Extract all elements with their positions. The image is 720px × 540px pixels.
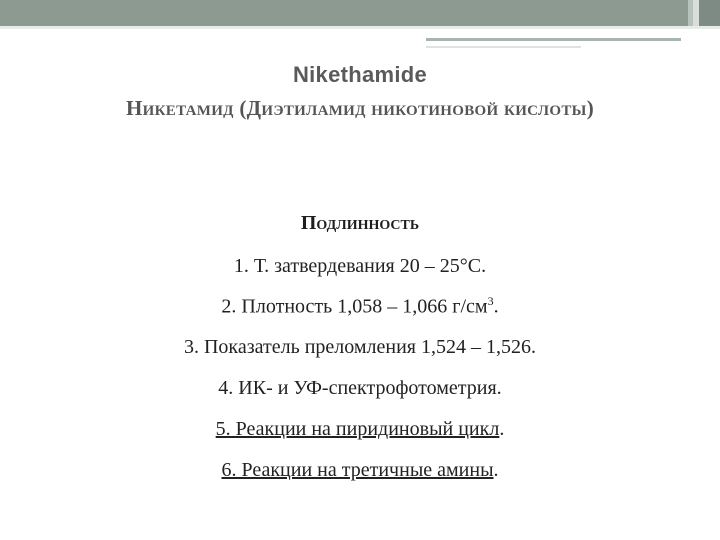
top-bar-accent xyxy=(699,0,720,26)
list-item-suffix: . xyxy=(493,295,499,318)
pyridine-reactions-link[interactable]: 5. Реакции на пиридиновый цикл xyxy=(215,418,500,440)
top-rule xyxy=(0,26,720,29)
list-item-text: 2. Плотность 1,058 – 1,066 г/см xyxy=(221,295,488,318)
list-item-suffix: . xyxy=(493,459,499,481)
decorative-line xyxy=(426,38,681,41)
section-heading: Подлинность xyxy=(300,212,420,234)
decorative-line xyxy=(426,46,581,48)
top-decorative-bar xyxy=(0,0,720,26)
tertiary-amines-reactions-link[interactable]: 6. Реакции на третичные амины xyxy=(221,459,494,481)
list-item-suffix: . xyxy=(499,418,505,440)
list-item xyxy=(0,377,720,400)
list-item xyxy=(0,255,720,278)
list-item xyxy=(0,336,720,359)
superscript: 3 xyxy=(487,294,494,308)
list-item xyxy=(0,294,720,319)
list-item-text: 3. Показатель преломления 1,524 – 1,526. xyxy=(183,336,536,358)
title-russian: Никетамид (Диэтиламид никотиновой кислоты) xyxy=(125,96,594,120)
list-item xyxy=(0,459,720,482)
list-item-text: 1. Т. затвердевания 20 – 25°С. xyxy=(233,255,487,277)
list-item xyxy=(0,418,720,441)
list-item-text: 4. ИК- и УФ-спектрофотометрия. xyxy=(218,377,502,399)
title-english: Nikethamide xyxy=(292,62,428,87)
